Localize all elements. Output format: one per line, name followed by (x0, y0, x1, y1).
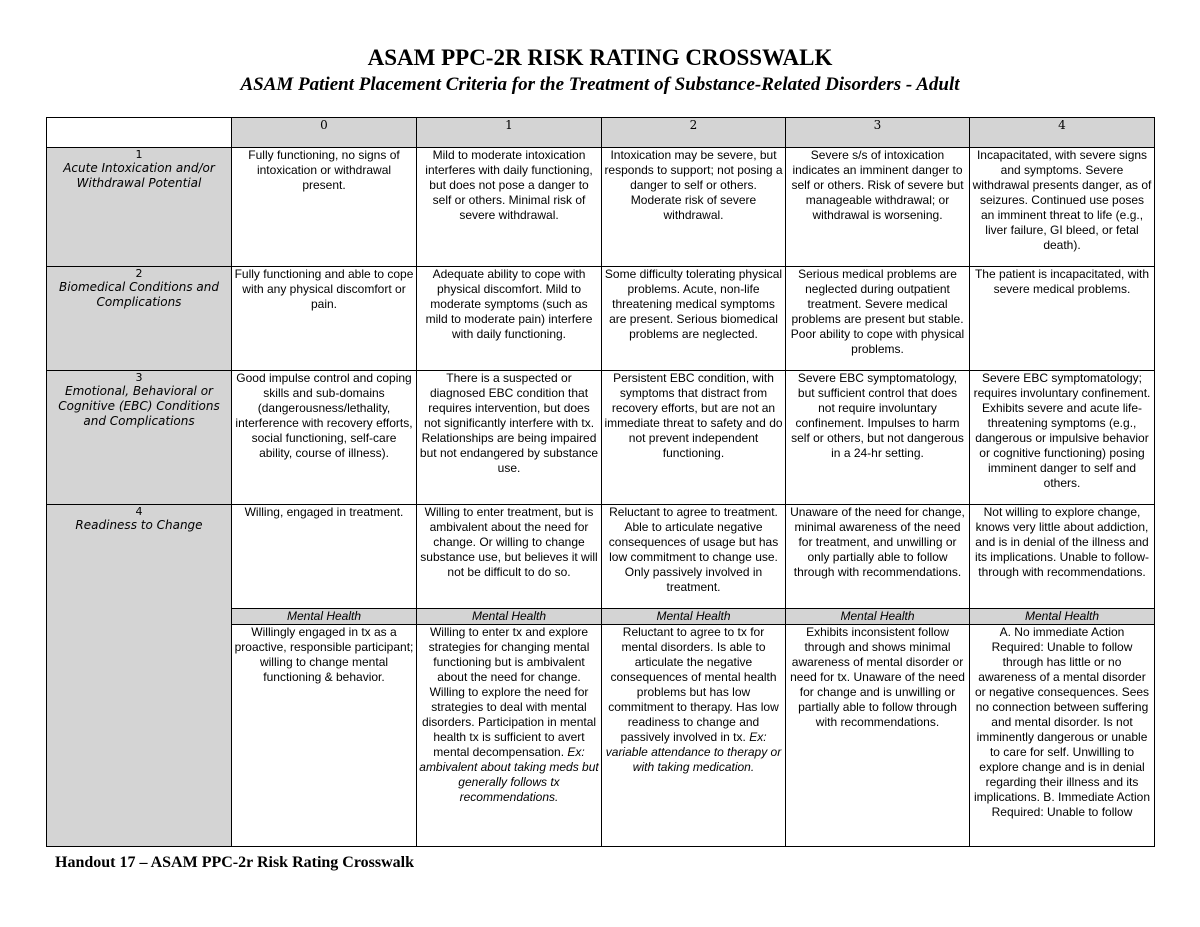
dimension-3-header (47, 371, 232, 505)
cell-text: Willing to enter tx and explore strategies for changing mental functioning but is ambivalent about the need for change. Willing to explore the need for strategies to deal with mental disorders. Participation in mental health tx is sufficient to avert mental decompensation. (421, 625, 597, 759)
mental-health-level-0 (232, 625, 417, 847)
mental-health-subheader-4: Mental Health (970, 609, 1155, 625)
mental-health-level-3 (786, 625, 970, 847)
dimension-4-level-0: Willing, engaged in treatment. (232, 505, 417, 609)
dimension-label: Acute Intoxication and/or Withdrawal Potential (63, 161, 215, 190)
dimension-3-level-2: Persistent EBC condition, with symptoms that distract from recovery efforts, but are not an immediate threat to safety and do not prevent independent functioning. (602, 371, 786, 505)
cell-example: Ex: ambivalent about taking meds but generally follows tx recommendations. (419, 745, 599, 804)
dimension-number: 4 (135, 505, 143, 518)
dimension-label: Readiness to Change (75, 518, 203, 532)
dimension-1-level-4: Incapacitated, with severe signs and symptoms. Severe withdrawal presents danger, as of seizures. Continued use poses an imminent threat to life (e.g., liver failure, GI bleed, or fetal death). (970, 148, 1155, 267)
dimension-4-header (47, 505, 232, 847)
dimension-2-level-4: The patient is incapacitated, with severe medical problems. (970, 267, 1155, 371)
cell-text: Reluctant to agree to tx for mental disorders. Is able to articulate the negative consequences of mental health problems but has low commitment to therapy. Has low readiness to change and passively involved in tx. (608, 625, 779, 744)
dimension-label: Emotional, Behavioral or Cognitive (EBC) Conditions and Complications (58, 384, 220, 428)
mental-health-level-4 (970, 625, 1155, 847)
level-header-1: 1 (417, 118, 602, 148)
dimension-2-level-2: Some difficulty tolerating physical problems. Acute, non-life threatening medical symptoms are present. Serious biomedical problems are neglected. (602, 267, 786, 371)
dimension-label: Biomedical Conditions and Complications (59, 280, 219, 309)
cell-text: Exhibits inconsistent follow through and shows minimal awareness of mental disorder or need for tx. Unaware of the need for change and is unwilling or partially able to follow through with recommendations. (790, 625, 965, 729)
dimension-1-level-3: Severe s/s of intoxication indicates an imminent danger to self or others. Risk of severe but manageable withdrawal; or withdrawal is worsening. (786, 148, 970, 267)
dimension-number: 1 (135, 148, 143, 161)
cell-example: Ex: variable attendance to therapy or with taking medication. (605, 730, 782, 774)
cell-text: A. No immediate Action Required: Unable to follow through has little or no awareness of a mental disorder or negative consequences. Sees no connection between suffering and mental disorder. Is not imminently dangerous or unable to care for self. Unwilling to explore change and is in denial regarding their illness and its implications. B. Immediate Action Required: Unable to follow (973, 625, 1151, 819)
table-row (47, 505, 1155, 609)
mental-health-subheader-2: Mental Health (602, 609, 786, 625)
page-title: ASAM PPC-2R RISK RATING CROSSWALK (367, 45, 833, 70)
mental-health-subheader-1: Mental Health (417, 609, 602, 625)
mental-health-level-2 (602, 625, 786, 847)
level-header-0: 0 (232, 118, 417, 148)
mental-health-level-1 (417, 625, 602, 847)
dimension-1-level-1: Mild to moderate intoxication interferes with daily functioning, but does not pose a danger to self or others. Minimal risk of severe withdrawal. (417, 148, 602, 267)
dimension-2-header (47, 267, 232, 371)
dimension-4-level-1: Willing to enter treatment, but is ambivalent about the need for change. Or willing to change substance use, but believes it will not be difficult to do so. (417, 505, 602, 609)
level-header-2: 2 (602, 118, 786, 148)
table-row (47, 267, 1155, 371)
footer-caption: Handout 17 – ASAM PPC-2r Risk Rating Crosswalk (55, 854, 415, 871)
dimension-3-level-4: Severe EBC symptomatology; requires involuntary confinement. Exhibits severe and acute life-threatening symptoms (e.g., dangerous or impulsive behavior or cognitive functioning) posing imminent danger to self and others. (970, 371, 1155, 505)
dimension-4-level-3: Unaware of the need for change, minimal awareness of the need for treatment, and unwilling or only partially able to follow through with recommendations. (786, 505, 970, 609)
crosswalk-table (46, 117, 1155, 847)
dimension-2-level-3: Serious medical problems are neglected during outpatient treatment. Severe medical problems are present but stable. Poor ability to cope with physical problems. (786, 267, 970, 371)
dimension-1-level-0: Fully functioning, no signs of intoxication or withdrawal present. (232, 148, 417, 267)
dimension-2-level-1: Adequate ability to cope with physical discomfort. Mild to moderate symptoms (such as mild to moderate pain) interfere with daily functioning. (417, 267, 602, 371)
page-subtitle: ASAM Patient Placement Criteria for the Treatment of Substance-Related Disorders - Adult (240, 74, 960, 95)
dimension-number: 3 (135, 371, 143, 384)
dimension-2-level-0: Fully functioning and able to cope with any physical discomfort or pain. (232, 267, 417, 371)
table-row (47, 371, 1155, 505)
level-header-4: 4 (970, 118, 1155, 148)
level-header-3: 3 (786, 118, 970, 148)
table-row (47, 148, 1155, 267)
dimension-4-level-2: Reluctant to agree to treatment. Able to articulate negative consequences of usage but has low commitment to change use. Only passively involved in treatment. (602, 505, 786, 609)
cell-text: Willingly engaged in tx as a proactive, responsible participant; willing to change mental functioning & behavior. (234, 625, 414, 684)
dimension-3-level-1: There is a suspected or diagnosed EBC condition that requires intervention, but does not significantly interfere with tx. Relationships are being impaired but not endangered by substance use. (417, 371, 602, 505)
dimension-number: 2 (135, 267, 143, 280)
dimension-4-level-4: Not willing to explore change, knows very little about addiction, and is in denial of the illness and its implications. Unable to follow-through with recommendations. (970, 505, 1155, 609)
dimension-3-level-3: Severe EBC symptomatology, but sufficient control that does not require involuntary confinement. Impulses to harm self or others, but not dangerous in a 24-hr setting. (786, 371, 970, 505)
mental-health-subheader-3: Mental Health (786, 609, 970, 625)
dimension-1-level-2: Intoxication may be severe, but responds to support; not posing a danger to self or others. Moderate risk of severe withdrawal. (602, 148, 786, 267)
corner-blank (47, 118, 232, 148)
mental-health-subheader-0: Mental Health (232, 609, 417, 625)
dimension-3-level-0: Good impulse control and coping skills and sub-domains (dangerousness/lethality, interference with recovery efforts, social functioning, self-care ability, course of illness). (232, 371, 417, 505)
dimension-1-header (47, 148, 232, 267)
